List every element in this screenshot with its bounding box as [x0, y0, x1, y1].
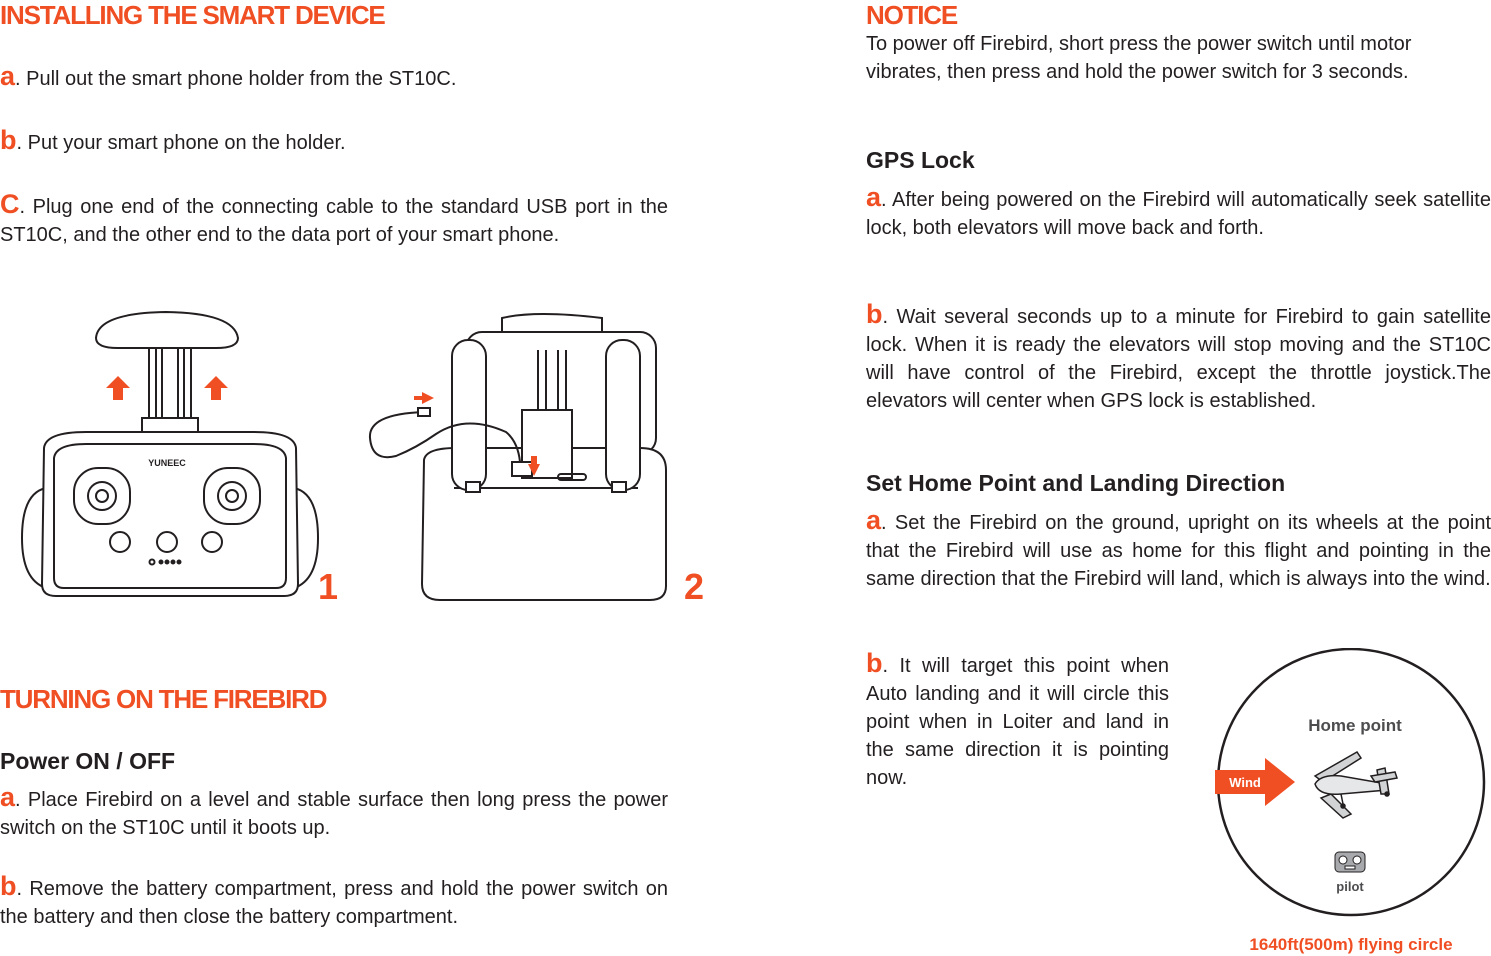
- step-letter: b: [0, 125, 17, 155]
- home-step-a: [866, 506, 1491, 593]
- step-text: . Pull out the smart phone holder from the ST10C.: [15, 68, 457, 90]
- turning-title: TURNING ON THE FIREBIRD: [0, 684, 327, 714]
- home-step-b: [866, 649, 1169, 792]
- arrow-up-icon: [106, 376, 130, 400]
- step-letter: a: [0, 782, 16, 812]
- gps-step-a: [866, 183, 1491, 242]
- step-letter: b: [866, 648, 883, 678]
- step-letter: b: [866, 299, 883, 329]
- flying-circle-diagram: [1211, 648, 1491, 956]
- power-step-a: [0, 783, 668, 842]
- step-text: . Set the Firebird on the ground, upright on its wheels at the point that the Firebird will use as home for this flight and pointing in the same direction that the Firebird will land, which is always into the wind.: [866, 512, 1491, 590]
- step-text: . It will target this point when Auto landing and it will circle this point when in Loiter and land in the same direction it is pointing now.: [866, 655, 1169, 789]
- controller-back-illustration: [366, 310, 672, 604]
- gps-title: GPS Lock: [866, 147, 975, 173]
- step-text: . Place Firebird on a level and stable surface then long press the power switch on the ST10C until it boots up.: [0, 789, 668, 839]
- arrow-up-icon: [204, 376, 228, 400]
- figure-number-1: 1: [318, 566, 339, 607]
- install-step-b: [0, 126, 670, 157]
- step-letter: a: [0, 61, 16, 91]
- power-step-b: [0, 872, 668, 931]
- step-letter: a: [866, 505, 882, 535]
- pilot-label: pilot: [1336, 879, 1364, 894]
- wind-label: Wind: [1229, 775, 1261, 790]
- step-letter: C: [0, 189, 20, 219]
- notice-title: NOTICE: [866, 0, 958, 30]
- home-title: Set Home Point and Landing Direction: [866, 470, 1286, 496]
- pilot-controller-icon: [1335, 852, 1365, 872]
- notice-text: To power off Firebird, short press the power switch until motor vibrates, then press and hold the power switch for 3 seconds.: [866, 33, 1412, 83]
- install-title: INSTALLING THE SMART DEVICE: [0, 0, 385, 30]
- step-text: . Remove the battery compartment, press and hold the power switch on the battery and then close the battery compartment.: [0, 878, 668, 928]
- step-text: . Wait several seconds up to a minute for Firebird to gain satellite lock. When it is ready the elevators will stop moving and the ST10C will have control of the Firebird, except the throttle joystick.The elevators will center when GPS lock is established.: [866, 306, 1491, 412]
- figure-number-2: 2: [684, 566, 705, 607]
- gps-step-b: [866, 300, 1491, 415]
- home-point-label: Home point: [1308, 716, 1402, 735]
- install-step-a: [0, 62, 670, 93]
- step-text: . After being powered on the Firebird will automatically seek satellite lock, both elevators will move back and forth.: [866, 189, 1491, 239]
- power-title: Power ON / OFF: [0, 748, 176, 774]
- controller-front-illustration: [16, 308, 326, 600]
- step-letter: b: [0, 871, 17, 901]
- step-text: . Plug one end of the connecting cable to the standard USB port in the ST10C, and the other end to the data port of your smart phone.: [0, 196, 668, 246]
- controller-brand: YUNEEC: [148, 458, 186, 468]
- aircraft-icon: [1315, 752, 1397, 818]
- arrow-right-icon: [414, 392, 434, 404]
- install-step-c: [0, 190, 668, 249]
- step-letter: a: [866, 182, 882, 212]
- step-text: . Put your smart phone on the holder.: [16, 132, 346, 154]
- flying-circle-caption: 1640ft(500m) flying circle: [1249, 935, 1453, 954]
